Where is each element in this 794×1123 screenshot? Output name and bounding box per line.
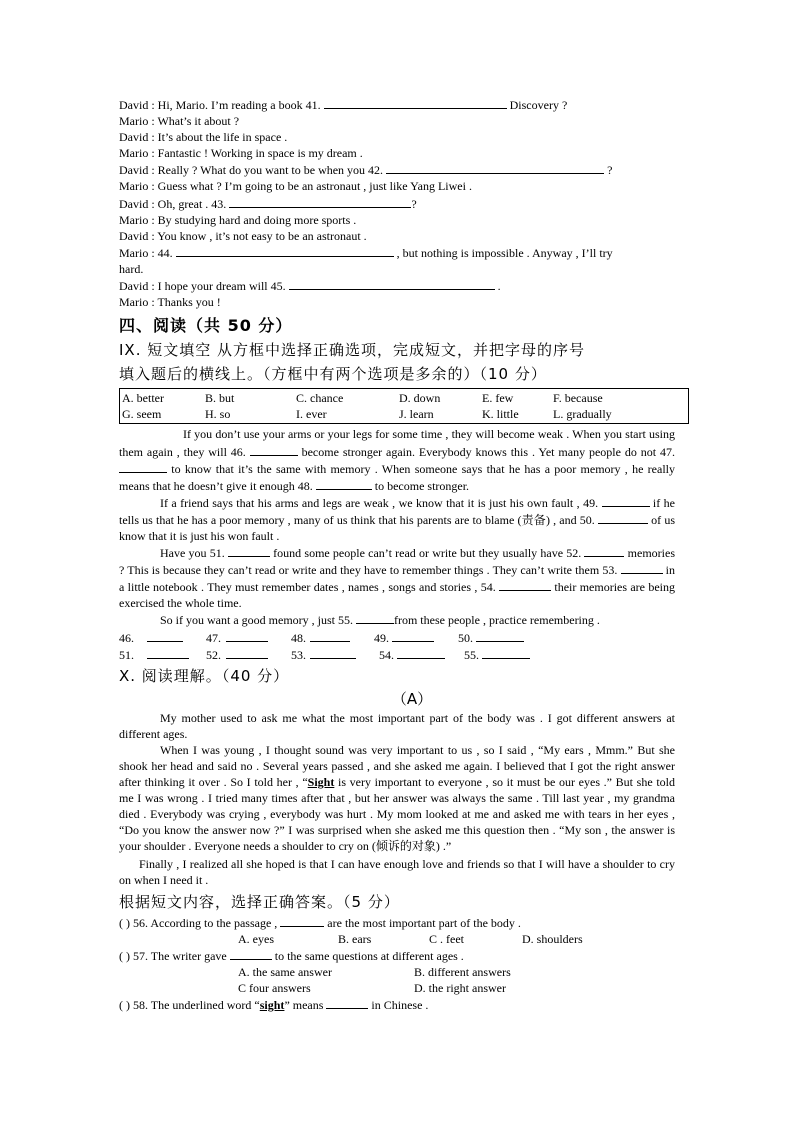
- question-58: ( ) 58. The underlined word “sight” means in Chinese .: [119, 998, 429, 1013]
- cloze-paragraph-1: If you don’t use your arms or your legs for some time , they will become weak . When you start using them again , they will 46. become stronger again. Everybody knows this . Yet many people do not 47. to know that it’s the same with memory . When someone says that he has a poor memory , he really means that he doesn’t give it enough 48. to become stronger.: [119, 427, 675, 493]
- answer-55[interactable]: [482, 646, 530, 659]
- question-57-options-row1: [119, 964, 675, 980]
- q56-option-a[interactable]: A. eyes: [238, 931, 274, 946]
- dialogue-line: Mario : What’s it about ?: [119, 114, 240, 129]
- blank-48[interactable]: [316, 477, 372, 490]
- answer-47[interactable]: [226, 629, 268, 642]
- dialogue-line: Mario : Thanks you !: [119, 295, 221, 310]
- option-i: I. ever: [296, 407, 327, 422]
- blank-52[interactable]: [584, 544, 624, 557]
- dialogue-line: Mario : Fantastic ! Working in space is my dream .: [119, 146, 363, 161]
- option-f: F. because: [553, 391, 603, 406]
- q57-option-d[interactable]: D. the right answer: [414, 981, 506, 996]
- section-9-title-line1: IX. 短文填空 从方框中选择正确选项，完成短文，并把字母的序号: [119, 341, 586, 360]
- question-57-options-row2: [119, 980, 675, 996]
- questions-title: 根据短文内容，选择正确答案。（5 分）: [119, 892, 400, 911]
- q56-option-b[interactable]: B. ears: [338, 931, 372, 946]
- question-56: ( ) 56. According to the passage , are the most important part of the body .: [119, 915, 521, 930]
- blank-55[interactable]: [356, 611, 394, 624]
- section-9-title: [119, 338, 675, 386]
- dialogue-line: David : Really ? What do you want to be when you 42. ?: [119, 163, 613, 178]
- option-c: C. chance: [296, 391, 344, 406]
- dialogue-line: Mario : 44. , but nothing is impossible . Anyway , I’ll try: [119, 245, 613, 260]
- blank-q57[interactable]: [230, 947, 272, 960]
- blank-50[interactable]: [598, 511, 648, 524]
- answer-52[interactable]: [226, 646, 268, 659]
- q57-option-a[interactable]: A. the same answer: [238, 965, 332, 980]
- answer-53[interactable]: [310, 646, 356, 659]
- q57-option-b[interactable]: B. different answers: [414, 965, 511, 980]
- answer-54[interactable]: [397, 646, 445, 659]
- answer-blank[interactable]: [176, 244, 394, 257]
- answer-blank[interactable]: [229, 195, 411, 208]
- question-56-options: [119, 931, 675, 947]
- underlined-word-sight-q58: sight: [259, 998, 285, 1013]
- option-d: D. down: [399, 391, 441, 406]
- section-4-title: 四、阅读（共 50 分）: [119, 316, 293, 336]
- blank-53[interactable]: [621, 561, 663, 574]
- option-g: G. seem: [122, 407, 162, 422]
- dialogue-line: David : Oh, great . 43. ?: [119, 196, 417, 211]
- answer-49[interactable]: [392, 629, 434, 642]
- passage-paragraph-2: When I was young , I thought sound was very important to us , so I said , “My ears , Mmm.” But she shook her head and said no . Several years passed , and she asked me again. I believed that I got the right answer after thinking it over . So I told her , “Sight is very important to everyone , so it must be our eyes .” But she told me I was wrong . I tried many times after that , but her answer was always the same . Till last year , my grandma died . Everybody was crying , everybody was hurt . My mom looked at me and asked me with tears in her eyes , “Do you know the answer now ?” I was surprised when she asked me this question then . “My son , the answer is your shoulder . Everyone needs a shoulder to cry on (倾诉的对象) .”: [119, 742, 675, 854]
- option-a: A. better: [122, 391, 164, 406]
- dialogue-line: Mario : Guess what ? I’m going to be an astronaut , just like Yang Liwei .: [119, 179, 472, 194]
- dialogue-line: David : You know , it’s not easy to be an astronaut .: [119, 228, 367, 243]
- answer-48[interactable]: [310, 629, 350, 642]
- dialogue-line: Mario : By studying hard and doing more sports .: [119, 212, 357, 227]
- option-e: E. few: [482, 391, 514, 406]
- underlined-word-sight: Sight: [307, 775, 335, 790]
- passage-paragraph-1: My mother used to ask me what the most important part of the body was . I got different answers at different ages.: [119, 710, 675, 741]
- blank-54[interactable]: [499, 578, 551, 591]
- answer-51[interactable]: [147, 646, 189, 659]
- q56-option-d[interactable]: D. shoulders: [522, 931, 583, 946]
- word-box-row2: [120, 406, 688, 422]
- dialogue-line: David : I hope your dream will 45. .: [119, 279, 501, 294]
- worksheet-page: [119, 96, 675, 1013]
- dialogue: [119, 96, 675, 310]
- section-9-title-line2: 填入题后的横线上。（方框中有两个选项是多余的）（10 分）: [119, 365, 547, 384]
- answer-blank[interactable]: [324, 96, 507, 109]
- blank-47[interactable]: [119, 460, 167, 473]
- section-10-title: X. 阅读理解。（40 分）: [119, 666, 290, 685]
- cloze-paragraph-4: So if you want a good memory , just 55. from these people , practice remembering .: [160, 613, 600, 628]
- q57-option-c[interactable]: C four answers: [238, 981, 311, 996]
- cloze-paragraph-3: Have you 51. found some people can’t read or write but they usually have 52. memories ? This is because they can’t read or write and they have to remember things . They can’t write them 53. in a little notebook . They must remember dates , names , songs and stories , 54. their memories are being exercised the whole time.: [119, 546, 676, 611]
- option-h: H. so: [205, 407, 231, 422]
- q56-option-c[interactable]: C . feet: [429, 931, 464, 946]
- dialogue-line: David : Hi, Mario. I’m reading a book 41. Discovery ?: [119, 98, 568, 112]
- answer-50[interactable]: [476, 629, 524, 642]
- answer-row-1: 46. 47. 48. 49. 50.: [119, 629, 675, 646]
- blank-49[interactable]: [602, 494, 650, 507]
- option-k: K. little: [482, 407, 519, 422]
- answer-blank[interactable]: [386, 161, 604, 174]
- question-57: ( ) 57. The writer gave to the same questions at different ages .: [119, 948, 464, 963]
- blank-46[interactable]: [250, 443, 298, 456]
- word-box: [119, 388, 689, 424]
- answer-blank[interactable]: [289, 277, 495, 290]
- dialogue-line: David : It’s about the life in space .: [119, 130, 288, 145]
- passage-paragraph-3: Finally , I realized all she hoped is that I can have enough love and friends so that I will have a shoulder to cry on when I need it .: [119, 856, 675, 887]
- word-box-row1: [120, 390, 688, 406]
- option-b: B. but: [205, 391, 235, 406]
- cloze-paragraph-2: If a friend says that his arms and legs are weak , we know that it is just his own fault , 49. if he tells us that he has a poor memory , many of us think that his parents are to blame (责备) , and 50. of us know that it is just his won fault .: [119, 495, 676, 543]
- option-l: L. gradually: [553, 407, 612, 422]
- option-j: J. learn: [399, 407, 434, 422]
- blank-q58[interactable]: [326, 996, 368, 1009]
- answer-row-2: 51. 52. 53. 54. 55.: [119, 646, 675, 663]
- dialogue-line: hard.: [119, 261, 144, 276]
- blank-51[interactable]: [228, 544, 270, 557]
- answer-46[interactable]: [147, 629, 183, 642]
- blank-q56[interactable]: [280, 914, 324, 927]
- passage-a-label: （A）: [391, 689, 433, 708]
